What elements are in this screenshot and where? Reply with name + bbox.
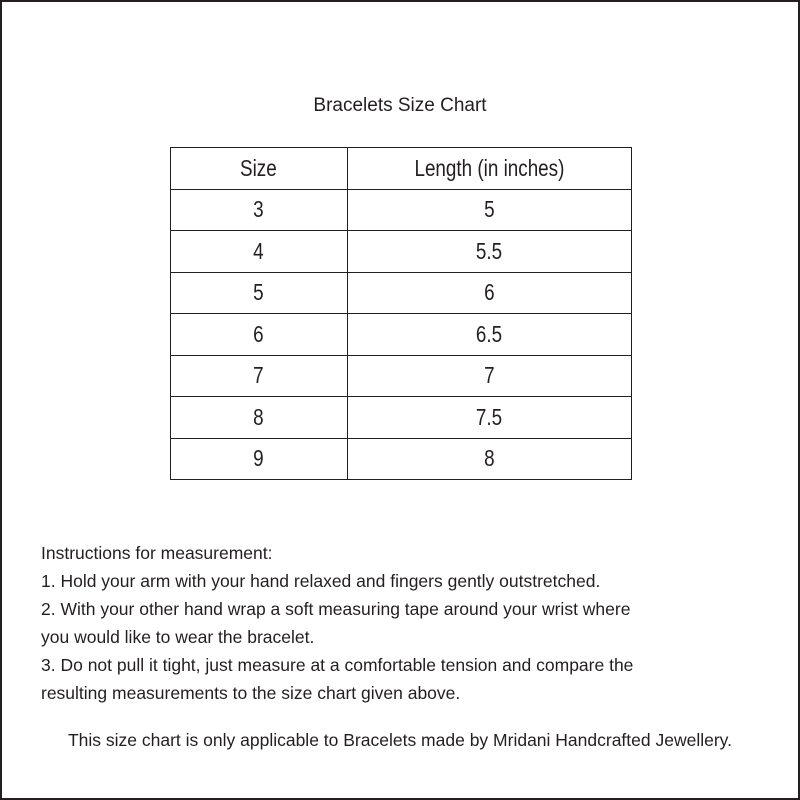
instructions-heading: Instructions for measurement: bbox=[41, 543, 273, 563]
length-cell: 5.5 bbox=[347, 231, 631, 273]
table-row bbox=[171, 314, 632, 356]
applicability-note: This size chart is only applicable to Bracelets made by Mridani Handcrafted Jewellery. bbox=[67, 730, 732, 750]
size-cell: 8 bbox=[171, 397, 348, 439]
size-cell: 4 bbox=[171, 231, 348, 273]
size-cell: 9 bbox=[171, 438, 348, 480]
instruction-line: resulting measurements to the size chart given above. bbox=[41, 683, 461, 703]
length-cell: 7 bbox=[347, 355, 631, 397]
page-title: Bracelets Size Chart bbox=[313, 95, 487, 116]
table-row bbox=[171, 397, 632, 439]
table-row bbox=[171, 272, 632, 314]
length-cell: 8 bbox=[347, 438, 631, 480]
instruction-line: 1. Hold your arm with your hand relaxed and fingers gently outstretched. bbox=[41, 571, 601, 591]
size-cell: 3 bbox=[171, 189, 348, 231]
length-cell: 6.5 bbox=[347, 314, 631, 356]
table-header-row bbox=[171, 148, 632, 190]
column-header-length: Length (in inches) bbox=[347, 148, 631, 190]
length-cell: 7.5 bbox=[347, 397, 631, 439]
length-cell: 5 bbox=[347, 189, 631, 231]
table-row bbox=[171, 438, 632, 480]
table-row bbox=[171, 231, 632, 273]
column-header-size: Size bbox=[171, 148, 348, 190]
table-row bbox=[171, 189, 632, 231]
length-cell: 6 bbox=[347, 272, 631, 314]
size-table bbox=[170, 147, 632, 480]
instruction-line: you would like to wear the bracelet. bbox=[41, 627, 315, 647]
size-cell: 5 bbox=[171, 272, 348, 314]
instruction-line: 3. Do not pull it tight, just measure at a comfortable tension and compare the bbox=[41, 655, 634, 675]
instruction-line: 2. With your other hand wrap a soft measuring tape around your wrist where bbox=[41, 599, 631, 619]
size-cell: 7 bbox=[171, 355, 348, 397]
measurement-instructions bbox=[41, 539, 771, 707]
table-row bbox=[171, 355, 632, 397]
size-cell: 6 bbox=[171, 314, 348, 356]
